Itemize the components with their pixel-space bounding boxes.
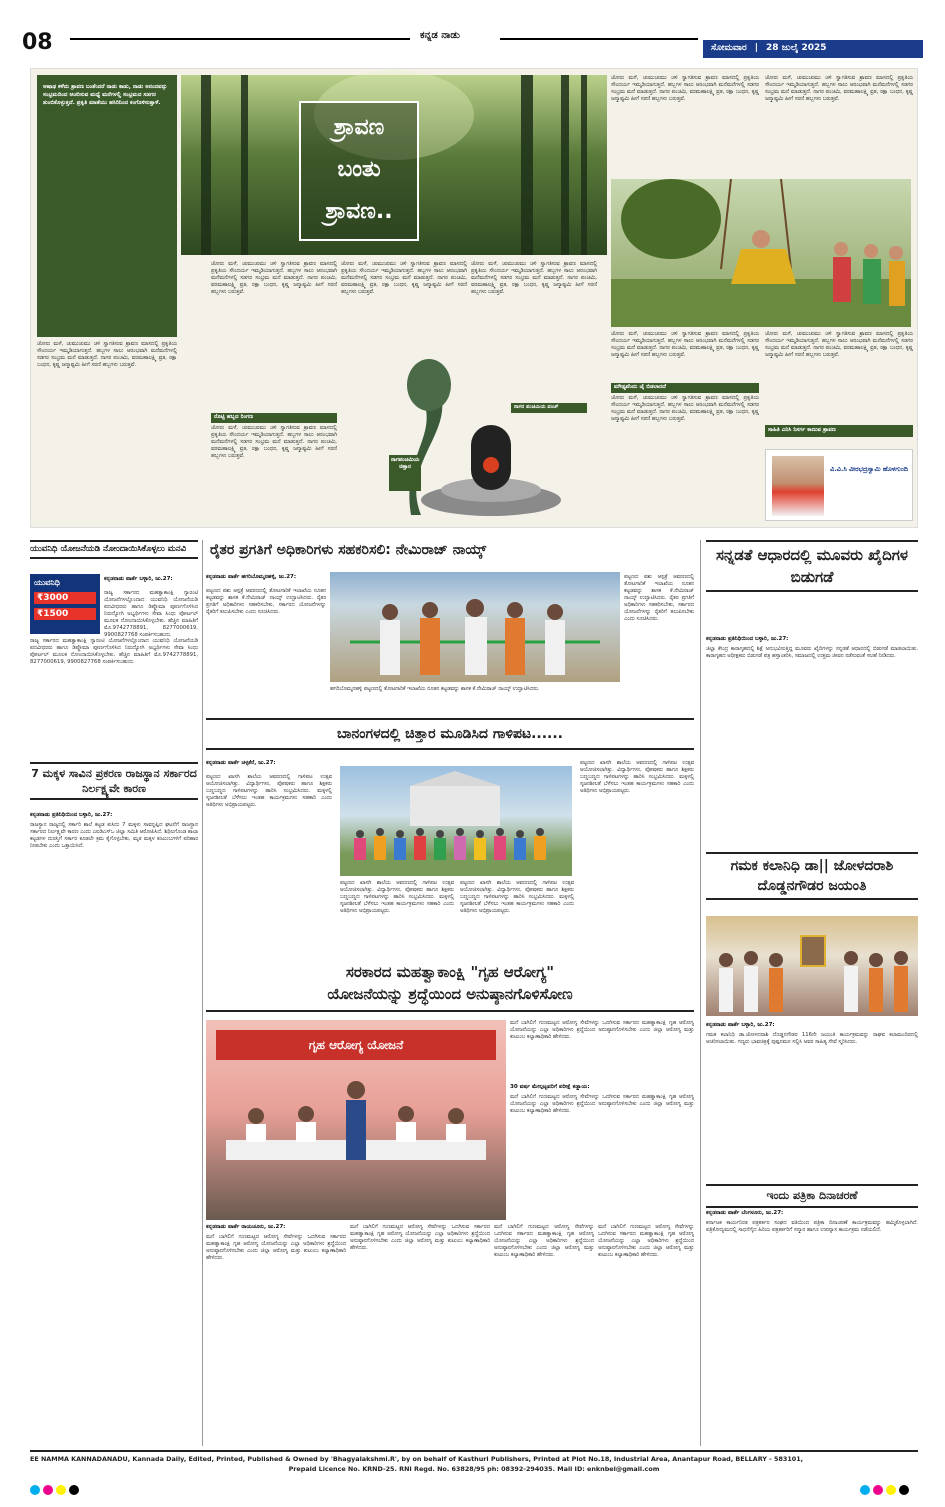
snake-caption: ನಾಗಪಂಚಮಿಯ ಚಿತ್ತಾರ (391, 457, 420, 470)
subhead-nagara: ನಾಗರ ಪಂಚಮಿಯ ಪಂಚ್ (511, 403, 587, 413)
khaidi-dateline: ಕನ್ನಡನಾಡು ಪ್ರತಿನಿಧಿಯಿಂದ ಬಳ್ಳಾರಿ, ಜು.27: (706, 636, 789, 642)
cyan-dot (30, 1485, 40, 1495)
griha-headline-1: ಸರಕಾರದ ಮಹತ್ವಾಕಾಂಕ್ಷಿ "ಗೃಹ ಆರೋಗ್ಯ" (345, 963, 555, 981)
griha-photo (206, 1020, 506, 1220)
page-number: 08 (22, 30, 53, 55)
rajasthan-dateline: ಕನ್ನಡನಾಡು ಪ್ರತಿನಿಧಿಯಿಂದ ಬಳ್ಳಾರಿ, ಜು.27: (30, 812, 113, 818)
header-rule (70, 38, 410, 40)
magenta-dot (43, 1485, 53, 1495)
rajasthan-body: ರಾಜಸ್ಥಾನ ರಾಜ್ಯದಲ್ಲಿ ಸರ್ಕಾರಿ ಶಾಲೆ ಕಟ್ಟಡ ಕುಸಿದು 7 ಮಕ್ಕಳು ಸಾವನ್ನಪ್ಪಿದ ಘಟನೆಗೆ ರಾಜಸ್ಥಾನ ಸರ್ಕಾರದ ನಿರ್ಲಕ್ಷ್ಯವೇ ಕಾರಣ ಎಂದು ಎಐಡಿಎಸ್‌ಒ ಜಿಲ್ಲಾ ಸಮಿತಿ ಆರೋಪಿಸಿದೆ. ಶಿಥಿಲಗೊಂಡ ಶಾಲಾ ಕಟ್ಟಡಗಳ ದುರಸ್ತಿಗೆ ಸರ್ಕಾರ ಕೂಡಲೇ ಕ್ರಮ ಕೈಗೊಳ್ಳಬೇಕು, ಮೃತ ಮಕ್ಕಳ ಕುಟುಂಬಗಳಿಗೆ ಪರಿಹಾರ ನೀಡಬೇಕು ಎಂದು ಒತ್ತಾಯಿಸಿದೆ. (30, 822, 198, 849)
color-registration-right (860, 1480, 912, 1499)
galipata-body-3: ಪಟ್ಟಣದ ಖಾಸಗಿ ಶಾಲೆಯ ಆವರಣದಲ್ಲಿ ಗಾಳಿಪಟ ಉತ್ಸವ ಆಯೋಜಿಸಲಾಗಿತ್ತು. ವಿದ್ಯಾರ್ಥಿಗಳು, ಪೋಷಕರು ಹಾಗೂ ಶಿಕ್ಷಕರು ಬಣ್ಣಬಣ್ಣದ ಗಾಳಿಪಟಗಳನ್ನು ಹಾರಿಸಿ ಸಂಭ್ರಮಿಸಿದರು. ಮಕ್ಕಳಲ್ಲಿ ಸೃಜನಶೀಲತೆ ಬೆಳೆಸಲು ಇಂತಹ ಕಾರ್ಯಕ್ರಮಗಳು ಸಹಕಾರಿ ಎಂದು ಅತಿಥಿಗಳು ಅಭಿಪ್ರಾಯಪಟ್ಟರು. (340, 880, 454, 914)
meeting-stage-illustration (206, 1020, 506, 1220)
khaidi-body: ಜಿಲ್ಲಾ ಕೇಂದ್ರ ಕಾರಾಗೃಹದಲ್ಲಿ ಶಿಕ್ಷೆ ಅನುಭವಿಸುತ್ತಿದ್ದ ಮೂವರು ಖೈದಿಗಳನ್ನು ಸನ್ನಡತೆ ಆಧಾರದಲ್ಲಿ ಬಿಡುಗಡೆ ಮಾಡಲಾಯಿತು. ಕಾರಾಗೃಹದ ಅಧೀಕ್ಷಕರು ಬಿಡುಗಡೆ ಪತ್ರ ಹಸ್ತಾಂತರಿಸಿ, ಸಮಾಜದಲ್ಲಿ ಉತ್ತಮ ಜೀವನ ನಡೆಸುವಂತೆ ಸಲಹೆ ನೀಡಿದರು. (706, 646, 918, 659)
griha-body-2: ಮನೆ ಬಾಗಿಲಿಗೆ ಗುಣಮಟ್ಟದ ಆರೋಗ್ಯ ಸೇವೆಗಳನ್ನು ಒದಗಿಸುವ ಸರ್ಕಾರದ ಮಹತ್ವಾಕಾಂಕ್ಷಿ ಗೃಹ ಆರೋಗ್ಯ ಯೋಜನೆಯನ್ನು ಎಲ್ಲಾ ಅಧಿಕಾರಿಗಳು ಶ್ರದ್ಧೆಯಿಂದ ಅನುಷ್ಠಾನಗೊಳಿಸಬೇಕು ಎಂದು ಜಿಲ್ಲಾ ಆರೋಗ್ಯ ಮತ್ತು ಕುಟುಂಬ ಕಲ್ಯಾಣಾಧಿಕಾರಿ ಹೇಳಿದರು. (510, 1094, 694, 1114)
title-box (299, 101, 419, 241)
patrika-body: ಕರ್ನಾಟಕ ಕಾರ್ಯನಿರತ ಪತ್ರಕರ್ತರ ಸಂಘದ ವತಿಯಿಂದ ಪತ್ರಿಕಾ ದಿನಾಚರಣೆ ಕಾರ್ಯಕ್ರಮವನ್ನು ಹಮ್ಮಿಕೊಳ್ಳಲಾಗಿದೆ. ಪತ್ರಿಕೋದ್ಯಮದಲ್ಲಿ ಸಾಧನೆಗೈದ ಹಿರಿಯ ಪತ್ರಕರ್ತರಿಗೆ ಸನ್ಮಾನ ಹಾಗೂ ಉಪನ್ಯಾಸ ಕಾರ್ಯಕ್ರಮ ನಡೆಯಲಿದೆ. (706, 1220, 918, 1233)
feature-col-3: ಜೋರು ಮಳೆ, ಚುಮುಚುಮು ಚಳಿ ಸ್ವಾಗತಿಸುವ ಶ್ರಾವಣ ಮಾಸದಲ್ಲಿ ಪ್ರಕೃತಿಯ ಸೌಂದರ್ಯ ಇಮ್ಮಡಿಯಾಗುತ್ತದೆ. ಹಬ್ಬಗಳ ಸಾಲು ಆರಂಭವಾಗಿ ಮನೆಮನೆಗಳಲ್ಲಿ ಸಡಗರ ಸಂಭ್ರಮ ಮನೆ ಮಾಡುತ್ತದೆ. ನಾಗರ ಪಂಚಮಿ, ವರಮಹಾಲಕ್ಷ್ಮಿ ವ್ರತ, ರಕ್ಷಾ ಬಂಧನ, ಕೃಷ್ಣ ಜನ್ಮಾಷ್ಟಮಿ ಹೀಗೆ ಸರಣಿ ಹಬ್ಬಗಳು ಬರುತ್ತವೆ. (341, 261, 467, 295)
yuvanidhi-body-2: ರಾಜ್ಯ ಸರ್ಕಾರದ ಮಹತ್ವಾಕಾಂಕ್ಷಿ ಗ್ಯಾರಂಟಿ ಯೋಜನೆಗಳಲ್ಲೊಂದಾದ ಯುವನಿಧಿ ಯೋಜನೆಯಡಿ ಪದವೀಧರರು ಹಾಗೂ ಡಿಪ್ಲೊಮಾ ಪೂರ್ಣಗೊಳಿಸಿದ ನಿರುದ್ಯೋಗಿ ಅಭ್ಯರ್ಥಿಗಳು ಸೇವಾ ಸಿಂಧು ಪೋರ್ಟಲ್ ಮೂಲಕ ನೋಂದಾಯಿಸಿಕೊಳ್ಳಬೇಕು. ಹೆಚ್ಚಿನ ಮಾಹಿತಿಗೆ ಮೊ.9742778891, 8277000619, 9900827768 ಸಂಪರ್ಕಿಸಬಹುದು. (30, 638, 198, 665)
feature-col-5b: ಜೋರು ಮಳೆ, ಚುಮುಚುಮು ಚಳಿ ಸ್ವಾಗತಿಸುವ ಶ್ರಾವಣ ಮಾಸದಲ್ಲಿ ಪ್ರಕೃತಿಯ ಸೌಂದರ್ಯ ಇಮ್ಮಡಿಯಾಗುತ್ತದೆ. ಹಬ್ಬಗಳ ಸಾಲು ಆರಂಭವಾಗಿ ಮನೆಮನೆಗಳಲ್ಲಿ ಸಡಗರ ಸಂಭ್ರಮ ಮನೆ ಮಾಡುತ್ತದೆ. ನಾಗರ ಪಂಚಮಿ, ವರಮಹಾಲಕ್ಷ್ಮಿ ವ್ರತ, ರಕ್ಷಾ ಬಂಧನ, ಕೃಷ್ಣ ಜನ್ಮಾಷ್ಟಮಿ ಹೀಗೆ ಸರಣಿ ಹಬ್ಬಗಳು ಬರುತ್ತವೆ. (611, 395, 759, 422)
feature-col-top-1: ಜೋರು ಮಳೆ, ಚುಮುಚುಮು ಚಳಿ ಸ್ವಾಗತಿಸುವ ಶ್ರಾವಣ ಮಾಸದಲ್ಲಿ ಪ್ರಕೃತಿಯ ಸೌಂದರ್ಯ ಇಮ್ಮಡಿಯಾಗುತ್ತದೆ. ಹಬ್ಬಗಳ ಸಾಲು ಆರಂಭವಾಗಿ ಮನೆಮನೆಗಳಲ್ಲಿ ಸಡಗರ ಸಂಭ್ರಮ ಮನೆ ಮಾಡುತ್ತದೆ. ನಾಗರ ಪಂಚಮಿ, ವರಮಹಾಲಕ್ಷ್ಮಿ ವ್ರತ, ರಕ್ಷಾ ಬಂಧನ, ಕೃಷ್ಣ ಜನ್ಮಾಷ್ಟಮಿ ಹೀಗೆ ಸರಣಿ ಹಬ್ಬಗಳು ಬರುತ್ತವೆ. (611, 75, 759, 102)
galipata-headline: ಬಾನಂಗಳದಲ್ಲಿ ಚಿತ್ತಾರ ಮೂಡಿಸಿದ ಗಾಳಿಪಟ...... (206, 718, 694, 750)
black-dot (69, 1485, 79, 1495)
griha-body-1: ಮನೆ ಬಾಗಿಲಿಗೆ ಗುಣಮಟ್ಟದ ಆರೋಗ್ಯ ಸೇವೆಗಳನ್ನು ಒದಗಿಸುವ ಸರ್ಕಾರದ ಮಹತ್ವಾಕಾಂಕ್ಷಿ ಗೃಹ ಆರೋಗ್ಯ ಯೋಜನೆಯನ್ನು ಎಲ್ಲಾ ಅಧಿಕಾರಿಗಳು ಶ್ರದ್ಧೆಯಿಂದ ಅನುಷ್ಠಾನಗೊಳಿಸಬೇಕು ಎಂದು ಜಿಲ್ಲಾ ಆರೋಗ್ಯ ಮತ್ತು ಕುಟುಂಬ ಕಲ್ಯಾಣಾಧಿಕಾರಿ ಹೇಳಿದರು. (510, 1020, 694, 1040)
feature-col-2b: ಜೋರು ಮಳೆ, ಚುಮುಚುಮು ಚಳಿ ಸ್ವಾಗತಿಸುವ ಶ್ರಾವಣ ಮಾಸದಲ್ಲಿ ಪ್ರಕೃತಿಯ ಸೌಂದರ್ಯ ಇಮ್ಮಡಿಯಾಗುತ್ತದೆ. ಹಬ್ಬಗಳ ಸಾಲು ಆರಂಭವಾಗಿ ಮನೆಮನೆಗಳಲ್ಲಿ ಸಡಗರ ಸಂಭ್ರಮ ಮನೆ ಮಾಡುತ್ತದೆ. ನಾಗರ ಪಂಚಮಿ, ವರಮಹಾಲಕ್ಷ್ಮಿ ವ್ರತ, ರಕ್ಷಾ ಬಂಧನ, ಕೃಷ್ಣ ಜನ್ಮಾಷ್ಟಮಿ ಹೀಗೆ ಸರಣಿ ಹಬ್ಬಗಳು ಬರುತ್ತವೆ. (211, 425, 337, 459)
swing-photo (611, 179, 911, 327)
ribbon-cutting-illustration (330, 572, 620, 682)
cyan-dot (860, 1485, 870, 1495)
galipata-dateline: ಕನ್ನಡನಾಡು ವಾರ್ತೆ ಚಳ್ಳಕೆರೆ, ಜು.27: (206, 760, 276, 766)
title-line-1: ಶ್ರಾವಣ (333, 115, 385, 140)
patrika-dateline: ಕನ್ನಡನಾಡು ವಾರ್ತೆ ಬೆಂಗಳೂರು, ಜು.27: (706, 1210, 784, 1216)
swing-illustration (611, 179, 911, 327)
gamaka-body: ಗಮಕ ಕಲಾನಿಧಿ ಡಾ.ಜೋಳದರಾಶಿ ದೊಡ್ಡನಗೌಡರ 116ನೇ ಜಯಂತಿ ಕಾರ್ಯಕ್ರಮವನ್ನು ರಾಘವ ಕಲಾಮಂದಿರದಲ್ಲಿ ಆಚರಿಸಲಾಯಿತು. ಗಣ್ಯರು ಭಾವಚಿತ್ರಕ್ಕೆ ಪುಷ್ಪನಮನ ಸಲ್ಲಿಸಿ ಅವರ ಸಾಹಿತ್ಯ ಸೇವೆ ಸ್ಮರಿಸಿದರು. (706, 1032, 918, 1045)
galipata-photo (340, 766, 572, 876)
griha-subhead: 30 ವರ್ಷ ಮೇಲ್ಪಟ್ಟವರಿಗೆ ಪರೀಕ್ಷೆ ಕಡ್ಡಾಯ: (510, 1084, 590, 1090)
feature-col-2: ಜೋರು ಮಳೆ, ಚುಮುಚುಮು ಚಳಿ ಸ್ವಾಗತಿಸುವ ಶ್ರಾವಣ ಮಾಸದಲ್ಲಿ ಪ್ರಕೃತಿಯ ಸೌಂದರ್ಯ ಇಮ್ಮಡಿಯಾಗುತ್ತದೆ. ಹಬ್ಬಗಳ ಸಾಲು ಆರಂಭವಾಗಿ ಮನೆಮನೆಗಳಲ್ಲಿ ಸಡಗರ ಸಂಭ್ರಮ ಮನೆ ಮಾಡುತ್ತದೆ. ನಾಗರ ಪಂಚಮಿ, ವರಮಹಾಲಕ್ಷ್ಮಿ ವ್ರತ, ರಕ್ಷಾ ಬಂಧನ, ಕೃಷ್ಣ ಜನ್ಮಾಷ್ಟಮಿ ಹೀಗೆ ಸರಣಿ ಹಬ್ಬಗಳು ಬರುತ್ತವೆ. (211, 261, 337, 295)
feature-col-top-2: ಜೋರು ಮಳೆ, ಚುಮುಚುಮು ಚಳಿ ಸ್ವಾಗತಿಸುವ ಶ್ರಾವಣ ಮಾಸದಲ್ಲಿ ಪ್ರಕೃತಿಯ ಸೌಂದರ್ಯ ಇಮ್ಮಡಿಯಾಗುತ್ತದೆ. ಹಬ್ಬಗಳ ಸಾಲು ಆರಂಭವಾಗಿ ಮನೆಮನೆಗಳಲ್ಲಿ ಸಡಗರ ಸಂಭ್ರಮ ಮನೆ ಮಾಡುತ್ತದೆ. ನಾಗರ ಪಂಚಮಿ, ವರಮಹಾಲಕ್ಷ್ಮಿ ವ್ರತ, ರಕ್ಷಾ ಬಂಧನ, ಕೃಷ್ಣ ಜನ್ಮಾಷ್ಟಮಿ ಹೀಗೆ ಸರಣಿ ಹಬ್ಬಗಳು ಬರುತ್ತವೆ. (765, 75, 913, 102)
raitha-body-1: ಪಟ್ಟಣದ ಪಶು ಆಸ್ಪತ್ರೆ ಆವರಣದಲ್ಲಿ ತೋಟಗಾರಿಕೆ ಇಲಾಖೆಯ ನೂತನ ಕಟ್ಟಡವನ್ನು ಶಾಸಕ ಕೆ.ನೇಮಿರಾಜ್ ನಾಯ್ಕ್ ಉದ್ಘಾಟಿಸಿದರು. ರೈತರ ಪ್ರಗತಿಗೆ ಅಧಿಕಾರಿಗಳು ಸಹಕರಿಸಬೇಕು, ಸರ್ಕಾರದ ಯೋಜನೆಗಳನ್ನು ರೈತರಿಗೆ ತಲುಪಿಸಬೇಕು ಎಂದು ಸೂಚಿಸಿದರು. (206, 588, 326, 615)
griha-banner-text: ಗೃಹ ಆರೋಗ್ಯ ಯೋಜನೆ (216, 1030, 496, 1060)
yellow-dot (56, 1485, 66, 1495)
date-label: 28 ಜುಲೈ 2025 (766, 43, 827, 53)
yuvanidhi-banner (30, 574, 100, 634)
title-line-2: ಬಂತು (337, 157, 381, 182)
tribute-illustration (706, 916, 918, 1016)
gamaka-photo (706, 916, 918, 1016)
shravana-feature (30, 68, 918, 528)
raitha-body-2: ಪಟ್ಟಣದ ಪಶು ಆಸ್ಪತ್ರೆ ಆವರಣದಲ್ಲಿ ತೋಟಗಾರಿಕೆ ಇಲಾಖೆಯ ನೂತನ ಕಟ್ಟಡವನ್ನು ಶಾಸಕ ಕೆ.ನೇಮಿರಾಜ್ ನಾಯ್ಕ್ ಉದ್ಘಾಟಿಸಿದರು. ರೈತರ ಪ್ರಗತಿಗೆ ಅಧಿಕಾರಿಗಳು ಸಹಕರಿಸಬೇಕು, ಸರ್ಕಾರದ ಯೋಜನೆಗಳನ್ನು ರೈತರಿಗೆ ತಲುಪಿಸಬೇಕು ಎಂದು ಸೂಚಿಸಿದರು. (624, 574, 694, 622)
col-rule-1 (202, 540, 203, 1446)
gamaka-headline: ಗಮಕ ಕಲಾನಿಧಿ ಡಾ|| ಜೋಳದರಾಶಿ ದೊಡ್ಡನಗೌಡರ ಜಯಂತಿ (706, 852, 918, 900)
date-bar: ಸೋಮವಾರ | 28 ಜುಲೈ 2025 (703, 40, 923, 58)
griha-headline-2: ಯೋಜನೆಯನ್ನು ಶ್ರದ್ಧೆಯಿಂದ ಅನುಷ್ಠಾನಗೊಳಿಸೋಣ (206, 984, 694, 1012)
raitha-headline: ರೈತರ ಪ್ರಗತಿಗೆ ಅಧಿಕಾರಿಗಳು ಸಹಕರಿಸಲಿ: ನೇಮಿರಾಜ್ ನಾಯ್ಕ್ (210, 542, 487, 558)
yuvanidhi-headline: ಯುವನಿಧಿ ಯೋಜನೆಯಡಿ ನೋಂದಾಯಿಸಿಕೊಳ್ಳಲು ಮನವಿ (30, 540, 198, 559)
feature-col-4: ಜೋರು ಮಳೆ, ಚುಮುಚುಮು ಚಳಿ ಸ್ವಾಗತಿಸುವ ಶ್ರಾವಣ ಮಾಸದಲ್ಲಿ ಪ್ರಕೃತಿಯ ಸೌಂದರ್ಯ ಇಮ್ಮಡಿಯಾಗುತ್ತದೆ. ಹಬ್ಬಗಳ ಸಾಲು ಆರಂಭವಾಗಿ ಮನೆಮನೆಗಳಲ್ಲಿ ಸಡಗರ ಸಂಭ್ರಮ ಮನೆ ಮಾಡುತ್ತದೆ. ನಾಗರ ಪಂಚಮಿ, ವರಮಹಾಲಕ್ಷ್ಮಿ ವ್ರತ, ರಕ್ಷಾ ಬಂಧನ, ಕೃಷ್ಣ ಜನ್ಮಾಷ್ಟಮಿ ಹೀಗೆ ಸರಣಿ ಹಬ್ಬಗಳು ಬರುತ್ತವೆ. (471, 261, 597, 295)
feature-col-6: ಜೋರು ಮಳೆ, ಚುಮುಚುಮು ಚಳಿ ಸ್ವಾಗತಿಸುವ ಶ್ರಾವಣ ಮಾಸದಲ್ಲಿ ಪ್ರಕೃತಿಯ ಸೌಂದರ್ಯ ಇಮ್ಮಡಿಯಾಗುತ್ತದೆ. ಹಬ್ಬಗಳ ಸಾಲು ಆರಂಭವಾಗಿ ಮನೆಮನೆಗಳಲ್ಲಿ ಸಡಗರ ಸಂಭ್ರಮ ಮನೆ ಮಾಡುತ್ತದೆ. ನಾಗರ ಪಂಚಮಿ, ವರಮಹಾಲಕ್ಷ್ಮಿ ವ್ರತ, ರಕ್ಷಾ ಬಂಧನ, ಕೃಷ್ಣ ಜನ್ಮಾಷ್ಟಮಿ ಹೀಗೆ ಸರಣಿ ಹಬ್ಬಗಳು ಬರುತ್ತವೆ. (765, 331, 913, 358)
rajasthan-headline: 7 ಮಕ್ಕಳ ಸಾವಿನ ಪ್ರಕರಣ ರಾಜಸ್ಥಾನ ಸರ್ಕಾರದ ನಿರ್ಲಕ್ಷ್ಯವೇ ಕಾರಣ (30, 762, 198, 800)
color-registration-left (30, 1480, 82, 1499)
author-box (765, 449, 913, 521)
quote-short: ಸಾಹಿತಿ ಎನಿಸಿ ನಿಸರ್ಗ ಕಾಣುವ ಶ್ರಾವಣ (765, 425, 913, 437)
raitha-dateline: ಕನ್ನಡನಾಡು ವಾರ್ತೆ ಹಗರಿಬೊಮ್ಮನಹಳ್ಳಿ, ಜು.27: (206, 574, 297, 580)
quote-box: ಆಷಾಢ ಕಳೆದು ಶ್ರಾವಣ ಬಂತೆಂದರೆ ನಾಡು ಕಾಡು, ನಾಡು ಅನಂದವನ್ನು ಸಂಭ್ರಮದಿಂದ ಆಚರಿಸುವ ಮಧ್ಯೆ ಮನೆಗಳಲ್ಲಿ ಸಂಭ್ರಮದ ಸಡಗರ ತುಂಬಿಕೊಳ್ಳುತ್ತದೆ. ಪ್ರಕೃತಿ ಮಾತೆಯು ಹಸಿರಿನಿಂದ ಕಂಗೊಳಿಸುತ್ತಾಳೆ. (37, 75, 177, 337)
griha-body-6: ಮನೆ ಬಾಗಿಲಿಗೆ ಗುಣಮಟ್ಟದ ಆರೋಗ್ಯ ಸೇವೆಗಳನ್ನು ಒದಗಿಸುವ ಸರ್ಕಾರದ ಮಹತ್ವಾಕಾಂಕ್ಷಿ ಗೃಹ ಆರೋಗ್ಯ ಯೋಜನೆಯನ್ನು ಎಲ್ಲಾ ಅಧಿಕಾರಿಗಳು ಶ್ರದ್ಧೆಯಿಂದ ಅನುಷ್ಠಾನಗೊಳಿಸಬೇಕು ಎಂದು ಜಿಲ್ಲಾ ಆರೋಗ್ಯ ಮತ್ತು ಕುಟುಂಬ ಕಲ್ಯಾಣಾಧಿಕಾರಿ ಹೇಳಿದರು. (598, 1224, 694, 1258)
author-name: ವಿ.ವಿ.ಸಿ ವೀರಭದ್ರಸ್ವಾಮಿ ಹೊಳಗುಂದಿ (830, 465, 908, 473)
forest-photo (181, 75, 607, 255)
galipata-body-1: ಪಟ್ಟಣದ ಖಾಸಗಿ ಶಾಲೆಯ ಆವರಣದಲ್ಲಿ ಗಾಳಿಪಟ ಉತ್ಸವ ಆಯೋಜಿಸಲಾಗಿತ್ತು. ವಿದ್ಯಾರ್ಥಿಗಳು, ಪೋಷಕರು ಹಾಗೂ ಶಿಕ್ಷಕರು ಬಣ್ಣಬಣ್ಣದ ಗಾಳಿಪಟಗಳನ್ನು ಹಾರಿಸಿ ಸಂಭ್ರಮಿಸಿದರು. ಮಕ್ಕಳಲ್ಲಿ ಸೃಜನಶೀಲತೆ ಬೆಳೆಸಲು ಇಂತಹ ಕಾರ್ಯಕ್ರಮಗಳು ಸಹಕಾರಿ ಎಂದು ಅತಿಥಿಗಳು ಅಭಿಪ್ರಾಯಪಟ್ಟರು. (206, 774, 332, 808)
patrika-headline: ಇಂದು ಪತ್ರಿಕಾ ದಿನಾಚರಣೆ (706, 1184, 918, 1208)
title-line-3: ಶ್ರಾವಣ.. (325, 199, 393, 224)
footer-line-2: Prepaid Licence No. KRND-25. RNI Regd. No. 63828/95 ph: 08392-294035. Mail ID: enknbel@gmail.com (288, 1465, 660, 1473)
header-rule-right (500, 38, 698, 40)
griha-body-3: ಮನೆ ಬಾಗಿಲಿಗೆ ಗುಣಮಟ್ಟದ ಆರೋಗ್ಯ ಸೇವೆಗಳನ್ನು ಒದಗಿಸುವ ಸರ್ಕಾರದ ಮಹತ್ವಾಕಾಂಕ್ಷಿ ಗೃಹ ಆರೋಗ್ಯ ಯೋಜನೆಯನ್ನು ಎಲ್ಲಾ ಅಧಿಕಾರಿಗಳು ಶ್ರದ್ಧೆಯಿಂದ ಅನುಷ್ಠಾನಗೊಳಿಸಬೇಕು ಎಂದು ಜಿಲ್ಲಾ ಆರೋಗ್ಯ ಮತ್ತು ಕುಟುಂಬ ಕಲ್ಯಾಣಾಧಿಕಾರಿ ಹೇಳಿದರು. (206, 1234, 346, 1261)
amount-1500: ₹1500 (34, 608, 96, 620)
day-label: ಸೋಮವಾರ (711, 43, 747, 53)
masthead: ಕನ್ನಡ ನಾಡು (420, 30, 460, 41)
black-dot (899, 1485, 909, 1495)
raitha-caption: ಹಗರಿಬೊಮ್ಮನಹಳ್ಳಿ ಪಟ್ಟಣದಲ್ಲಿ ತೋಟಗಾರಿಕೆ ಇಲಾಖೆಯ ನೂತನ ಕಟ್ಟಡವನ್ನು ಶಾಸಕ ಕೆ.ನೇಮಿರಾಜ್ ನಾಯ್ಕ್ ಉದ್ಘಾಟಿಸಿದರು. (330, 686, 540, 692)
subhead-rotti: ರೊಟ್ಟಿ ಹಬ್ಬದ ರಿಂಗಣ (211, 413, 337, 423)
feature-col-5: ಜೋರು ಮಳೆ, ಚುಮುಚುಮು ಚಳಿ ಸ್ವಾಗತಿಸುವ ಶ್ರಾವಣ ಮಾಸದಲ್ಲಿ ಪ್ರಕೃತಿಯ ಸೌಂದರ್ಯ ಇಮ್ಮಡಿಯಾಗುತ್ತದೆ. ಹಬ್ಬಗಳ ಸಾಲು ಆರಂಭವಾಗಿ ಮನೆಮನೆಗಳಲ್ಲಿ ಸಡಗರ ಸಂಭ್ರಮ ಮನೆ ಮಾಡುತ್ತದೆ. ನಾಗರ ಪಂಚಮಿ, ವರಮಹಾಲಕ್ಷ್ಮಿ ವ್ರತ, ರಕ್ಷಾ ಬಂಧನ, ಕೃಷ್ಣ ಜನ್ಮಾಷ್ಟಮಿ ಹೀಗೆ ಸರಣಿ ಹಬ್ಬಗಳು ಬರುತ್ತವೆ. (611, 331, 759, 358)
feature-col-1: ಜೋರು ಮಳೆ, ಚುಮುಚುಮು ಚಳಿ ಸ್ವಾಗತಿಸುವ ಶ್ರಾವಣ ಮಾಸದಲ್ಲಿ ಪ್ರಕೃತಿಯ ಸೌಂದರ್ಯ ಇಮ್ಮಡಿಯಾಗುತ್ತದೆ. ಹಬ್ಬಗಳ ಸಾಲು ಆರಂಭವಾಗಿ ಮನೆಮನೆಗಳಲ್ಲಿ ಸಡಗರ ಸಂಭ್ರಮ ಮನೆ ಮಾಡುತ್ತದೆ. ನಾಗರ ಪಂಚಮಿ, ವರಮಹಾಲಕ್ಷ್ಮಿ ವ್ರತ, ರಕ್ಷಾ ಬಂಧನ, ಕೃಷ್ಣ ಜನ್ಮಾಷ್ಟಮಿ ಹೀಗೆ ಸರಣಿ ಹಬ್ಬಗಳು ಬರುತ್ತವೆ. (37, 341, 177, 368)
galipata-body-4: ಪಟ್ಟಣದ ಖಾಸಗಿ ಶಾಲೆಯ ಆವರಣದಲ್ಲಿ ಗಾಳಿಪಟ ಉತ್ಸವ ಆಯೋಜಿಸಲಾಗಿತ್ತು. ವಿದ್ಯಾರ್ಥಿಗಳು, ಪೋಷಕರು ಹಾಗೂ ಶಿಕ್ಷಕರು ಬಣ್ಣಬಣ್ಣದ ಗಾಳಿಪಟಗಳನ್ನು ಹಾರಿಸಿ ಸಂಭ್ರಮಿಸಿದರು. ಮಕ್ಕಳಲ್ಲಿ ಸೃಜನಶೀಲತೆ ಬೆಳೆಸಲು ಇಂತಹ ಕಾರ್ಯಕ್ರಮಗಳು ಸಹಕಾರಿ ಎಂದು ಅತಿಥಿಗಳು ಅಭಿಪ್ರಾಯಪಟ್ಟರು. (460, 880, 574, 914)
yuvanidhi-dateline: ಕನ್ನಡನಾಡು ವಾರ್ತೆ ಬಳ್ಳಾರಿ, ಜು.27: (104, 576, 173, 582)
subhead-moudhya: ಮೌಢ್ಯವೆಂದು ಜೈ ಬಿಡಲಾರದೆ (611, 383, 759, 393)
griha-body-4: ಮನೆ ಬಾಗಿಲಿಗೆ ಗುಣಮಟ್ಟದ ಆರೋಗ್ಯ ಸೇವೆಗಳನ್ನು ಒದಗಿಸುವ ಸರ್ಕಾರದ ಮಹತ್ವಾಕಾಂಕ್ಷಿ ಗೃಹ ಆರೋಗ್ಯ ಯೋಜನೆಯನ್ನು ಎಲ್ಲಾ ಅಧಿಕಾರಿಗಳು ಶ್ರದ್ಧೆಯಿಂದ ಅನುಷ್ಠಾನಗೊಳಿಸಬೇಕು ಎಂದು ಜಿಲ್ಲಾ ಆರೋಗ್ಯ ಮತ್ತು ಕುಟುಂಬ ಕಲ್ಯಾಣಾಧಿಕಾರಿ ಹೇಳಿದರು. (350, 1224, 490, 1251)
kite-festival-illustration (340, 766, 572, 876)
yuvanidhi-badge: ಯುವನಿಧಿ (34, 578, 60, 587)
yellow-dot (886, 1485, 896, 1495)
magenta-dot (873, 1485, 883, 1495)
khaidi-headline: ಸನ್ನಡತೆ ಆಧಾರದಲ್ಲಿ ಮೂವರು ಖೈದಿಗಳ ಬಿಡುಗಡೆ (706, 540, 918, 592)
footer-line-1: EE NAMMA KANNADANADU, Kannada Daily, Edited, Printed, Published & Owned by 'Bhagyalakshmi.R', by on behalf of Kasthuri Publishers, Printed at Plot No.18, Industrial Area, Anantapur Road, BELLARY - 583101, (30, 1455, 804, 1463)
griha-body-5: ಮನೆ ಬಾಗಿಲಿಗೆ ಗುಣಮಟ್ಟದ ಆರೋಗ್ಯ ಸೇವೆಗಳನ್ನು ಒದಗಿಸುವ ಸರ್ಕಾರದ ಮಹತ್ವಾಕಾಂಕ್ಷಿ ಗೃಹ ಆರೋಗ್ಯ ಯೋಜನೆಯನ್ನು ಎಲ್ಲಾ ಅಧಿಕಾರಿಗಳು ಶ್ರದ್ಧೆಯಿಂದ ಅನುಷ್ಠಾನಗೊಳಿಸಬೇಕು ಎಂದು ಜಿಲ್ಲಾ ಆರೋಗ್ಯ ಮತ್ತು ಕುಟುಂಬ ಕಲ್ಯಾಣಾಧಿಕಾರಿ ಹೇಳಿದರು. (494, 1224, 594, 1258)
galipata-body-2: ಪಟ್ಟಣದ ಖಾಸಗಿ ಶಾಲೆಯ ಆವರಣದಲ್ಲಿ ಗಾಳಿಪಟ ಉತ್ಸವ ಆಯೋಜಿಸಲಾಗಿತ್ತು. ವಿದ್ಯಾರ್ಥಿಗಳು, ಪೋಷಕರು ಹಾಗೂ ಶಿಕ್ಷಕರು ಬಣ್ಣಬಣ್ಣದ ಗಾಳಿಪಟಗಳನ್ನು ಹಾರಿಸಿ ಸಂಭ್ರಮಿಸಿದರು. ಮಕ್ಕಳಲ್ಲಿ ಸೃಜನಶೀಲತೆ ಬೆಳೆಸಲು ಇಂತಹ ಕಾರ್ಯಕ್ರಮಗಳು ಸಹಕಾರಿ ಎಂದು ಅತಿಥಿಗಳು ಅಭಿಪ್ರಾಯಪಟ್ಟರು. (580, 760, 694, 794)
griha-dateline: ಕನ್ನಡನಾಡು ವಾರ್ತೆ ರಾಯಚೂರು, ಜು.27: (206, 1224, 286, 1230)
footer-rule (30, 1450, 918, 1452)
yuvanidhi-body: ರಾಜ್ಯ ಸರ್ಕಾರದ ಮಹತ್ವಾಕಾಂಕ್ಷಿ ಗ್ಯಾರಂಟಿ ಯೋಜನೆಗಳಲ್ಲೊಂದಾದ ಯುವನಿಧಿ ಯೋಜನೆಯಡಿ ಪದವೀಧರರು ಹಾಗೂ ಡಿಪ್ಲೊಮಾ ಪೂರ್ಣಗೊಳಿಸಿದ ನಿರುದ್ಯೋಗಿ ಅಭ್ಯರ್ಥಿಗಳು ಸೇವಾ ಸಿಂಧು ಪೋರ್ಟಲ್ ಮೂಲಕ ನೋಂದಾಯಿಸಿಕೊಳ್ಳಬೇಕು. ಹೆಚ್ಚಿನ ಮಾಹಿತಿಗೆ ಮೊ.9742778891, 8277000619, 9900827768 ಸಂಪರ್ಕಿಸಬಹುದು. (104, 590, 198, 638)
raitha-photo (330, 572, 620, 682)
amount-3000: ₹3000 (34, 592, 96, 604)
gamaka-dateline: ಕನ್ನಡನಾಡು ವಾರ್ತೆ ಬಳ್ಳಾರಿ, ಜು.27: (706, 1022, 775, 1028)
col-rule-2 (700, 540, 701, 1446)
author-avatar (772, 456, 824, 516)
